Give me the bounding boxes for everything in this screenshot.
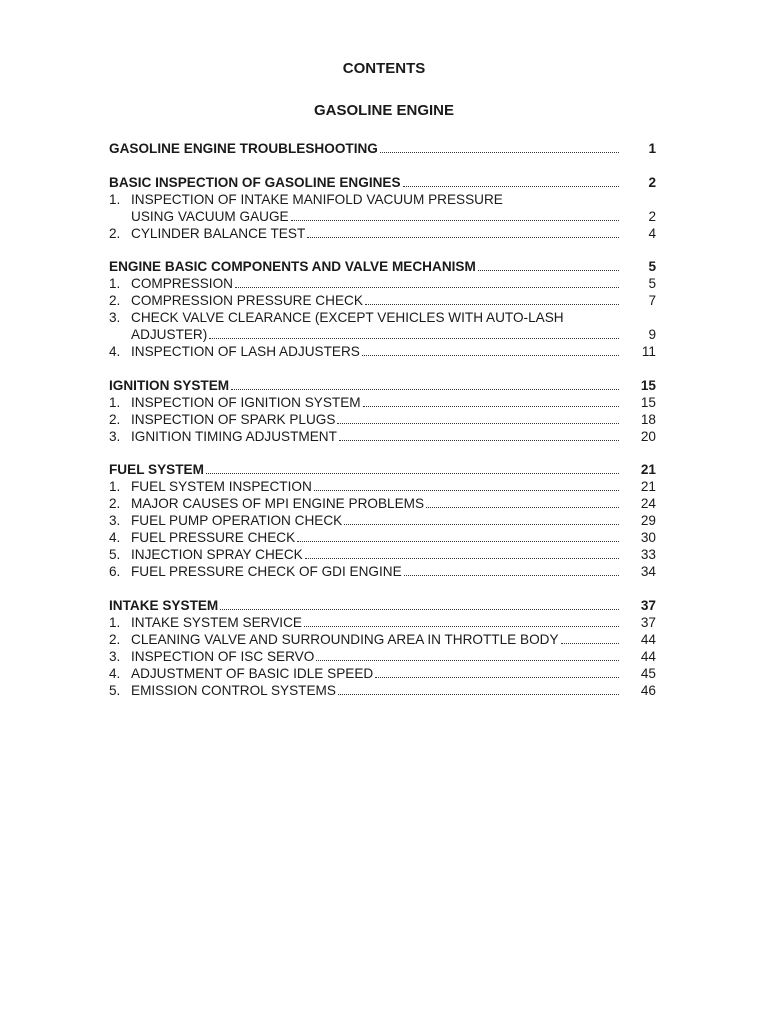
toc-section — [109, 174, 656, 242]
entry-page-number: 5 — [648, 276, 656, 291]
entry-title: FUEL PRESSURE CHECK OF GDI ENGINE — [131, 564, 402, 579]
toc-entry[interactable] — [109, 563, 656, 580]
entry-number: 3. — [109, 428, 121, 444]
dot-leader — [305, 558, 619, 559]
toc-entry[interactable] — [109, 495, 656, 512]
dot-leader — [404, 575, 619, 576]
entry-number: 4. — [109, 665, 121, 681]
dot-leader — [362, 355, 619, 356]
entry-page-number: 34 — [640, 564, 656, 579]
entry-number: 1. — [109, 394, 121, 410]
entry-number: 1. — [109, 276, 121, 291]
dot-leader — [365, 304, 619, 305]
dot-leader — [375, 677, 619, 678]
entry-title: INSPECTION OF LASH ADJUSTERS — [131, 344, 360, 359]
entry-page-number: 44 — [640, 631, 656, 647]
toc-entry[interactable] — [109, 665, 656, 682]
entry-title: ADJUSTER) — [131, 327, 208, 342]
entry-title: ADJUSTMENT OF BASIC IDLE SPEED — [131, 665, 374, 681]
entry-page-number: 44 — [640, 648, 656, 664]
toc-section — [109, 140, 656, 157]
table-of-contents — [109, 140, 656, 715]
dot-leader — [209, 338, 619, 339]
entry-number: 2. — [109, 496, 121, 511]
dot-leader — [403, 186, 619, 187]
toc-entry[interactable] — [109, 512, 656, 529]
toc-entry[interactable] — [109, 428, 656, 445]
section-page-number: 5 — [648, 259, 656, 274]
toc-entry[interactable] — [109, 208, 656, 225]
entry-title: INTAKE SYSTEM SERVICE — [131, 614, 302, 630]
entry-title: EMISSION CONTROL SYSTEMS — [131, 682, 336, 698]
toc-entry[interactable] — [109, 394, 656, 411]
section-page-number: 15 — [640, 377, 656, 393]
section-title: GASOLINE ENGINE TROUBLESHOOTING — [109, 141, 378, 156]
toc-section-heading[interactable] — [109, 174, 656, 191]
toc-entry[interactable] — [109, 631, 656, 648]
entry-number: 1. — [109, 191, 121, 207]
entry-page-number: 18 — [640, 411, 656, 427]
entry-number: 4. — [109, 344, 121, 359]
toc-entry[interactable] — [109, 411, 656, 428]
entry-title: CYLINDER BALANCE TEST — [131, 225, 306, 241]
section-title: ENGINE BASIC COMPONENTS AND VALVE MECHANISM — [109, 259, 476, 274]
entry-page-number: 24 — [640, 496, 656, 511]
toc-section — [109, 461, 656, 580]
entry-title: INSPECTION OF IGNITION SYSTEM — [131, 394, 361, 410]
section-page-number: 1 — [648, 141, 656, 156]
entry-title: INSPECTION OF SPARK PLUGS — [131, 411, 336, 427]
dot-leader — [561, 643, 619, 644]
dot-leader — [380, 152, 619, 153]
entry-title: COMPRESSION — [131, 276, 233, 291]
toc-section-heading[interactable] — [109, 461, 656, 478]
entry-page-number: 11 — [641, 344, 656, 359]
dot-leader — [478, 270, 619, 271]
dot-leader — [235, 287, 619, 288]
entry-title: INJECTION SPRAY CHECK — [131, 547, 303, 562]
section-title: IGNITION SYSTEM — [109, 377, 230, 393]
entry-page-number: 7 — [648, 293, 656, 308]
entry-number: 4. — [109, 530, 121, 545]
toc-entry[interactable] — [109, 292, 656, 309]
entry-number: 5. — [109, 682, 121, 698]
document-subtitle: GASOLINE ENGINE — [313, 102, 455, 119]
dot-leader — [206, 473, 619, 474]
entry-title: COMPRESSION PRESSURE CHECK — [131, 293, 363, 308]
entry-page-number: 21 — [640, 479, 656, 494]
toc-section-heading[interactable] — [109, 377, 656, 394]
toc-entry[interactable] — [109, 343, 656, 360]
entry-page-number: 37 — [640, 614, 656, 630]
entry-page-number: 4 — [648, 225, 656, 241]
entry-number: 2. — [109, 293, 121, 308]
entry-page-number: 29 — [640, 513, 656, 528]
toc-section-heading[interactable] — [109, 258, 656, 275]
entry-number: 2. — [109, 225, 121, 241]
section-title: BASIC INSPECTION OF GASOLINE ENGINES — [109, 174, 401, 190]
toc-entry[interactable] — [109, 614, 656, 631]
dot-leader — [426, 507, 619, 508]
entry-page-number: 30 — [640, 530, 656, 545]
dot-leader — [231, 389, 619, 390]
entry-title: CLEANING VALVE AND SURROUNDING AREA IN THROTTLE BODY — [131, 631, 559, 647]
toc-section-heading[interactable] — [109, 597, 656, 614]
entry-page-number: 15 — [640, 394, 656, 410]
entry-number: 3. — [109, 513, 121, 528]
entry-page-number: 45 — [640, 665, 656, 681]
toc-entry[interactable] — [109, 275, 656, 292]
dot-leader — [339, 440, 619, 441]
toc-section — [109, 258, 656, 360]
entry-title: FUEL PRESSURE CHECK — [131, 530, 296, 545]
toc-entry[interactable] — [109, 529, 656, 546]
toc-entry[interactable] — [109, 326, 656, 343]
dot-leader — [344, 524, 619, 525]
entry-number: 3. — [109, 648, 121, 664]
contents-title: CONTENTS — [342, 60, 426, 77]
toc-section — [109, 377, 656, 445]
entry-page-number: 46 — [640, 682, 656, 698]
dot-leader — [297, 541, 619, 542]
entry-title: INSPECTION OF ISC SERVO — [131, 648, 315, 664]
toc-entry[interactable] — [109, 648, 656, 665]
section-title: INTAKE SYSTEM — [109, 597, 219, 613]
entry-number: 3. — [109, 310, 121, 325]
entry-number: 1. — [109, 479, 121, 494]
entry-page-number: 33 — [640, 547, 656, 562]
entry-title: MAJOR CAUSES OF MPI ENGINE PROBLEMS — [131, 496, 425, 511]
section-page-number: 37 — [640, 597, 656, 613]
toc-entry[interactable] — [109, 225, 656, 242]
entry-page-number: 2 — [648, 208, 656, 224]
entry-page-number: 9 — [648, 327, 656, 342]
entry-number: 2. — [109, 411, 121, 427]
toc-entry[interactable] — [109, 191, 656, 208]
entry-page-number: 20 — [640, 428, 656, 444]
entry-number: 6. — [109, 564, 121, 579]
dot-leader — [338, 694, 619, 695]
toc-entry[interactable] — [109, 309, 656, 326]
entry-number: 1. — [109, 614, 121, 630]
entry-number: 2. — [109, 631, 121, 647]
dot-leader — [314, 490, 619, 491]
toc-entry[interactable] — [109, 682, 656, 699]
toc-section — [109, 597, 656, 699]
dot-leader — [291, 220, 619, 221]
section-page-number: 21 — [640, 462, 656, 477]
section-title: FUEL SYSTEM — [109, 462, 204, 477]
entry-number: 5. — [109, 547, 121, 562]
entry-title: USING VACUUM GAUGE — [131, 208, 289, 224]
section-page-number: 2 — [648, 174, 656, 190]
dot-leader — [220, 609, 619, 610]
entry-title: INSPECTION OF INTAKE MANIFOLD VACUUM PRESSURE — [131, 191, 503, 207]
toc-section-heading[interactable] — [109, 140, 656, 157]
dot-leader — [363, 406, 619, 407]
dot-leader — [307, 237, 619, 238]
entry-title: FUEL SYSTEM INSPECTION — [131, 479, 312, 494]
dot-leader — [316, 660, 619, 661]
dot-leader — [304, 626, 619, 627]
toc-entry[interactable] — [109, 478, 656, 495]
entry-title: IGNITION TIMING ADJUSTMENT — [131, 428, 337, 444]
entry-title: CHECK VALVE CLEARANCE (EXCEPT VEHICLES WITH AUTO-LASH — [131, 310, 564, 325]
toc-entry[interactable] — [109, 546, 656, 563]
dot-leader — [337, 423, 619, 424]
entry-title: FUEL PUMP OPERATION CHECK — [131, 513, 343, 528]
